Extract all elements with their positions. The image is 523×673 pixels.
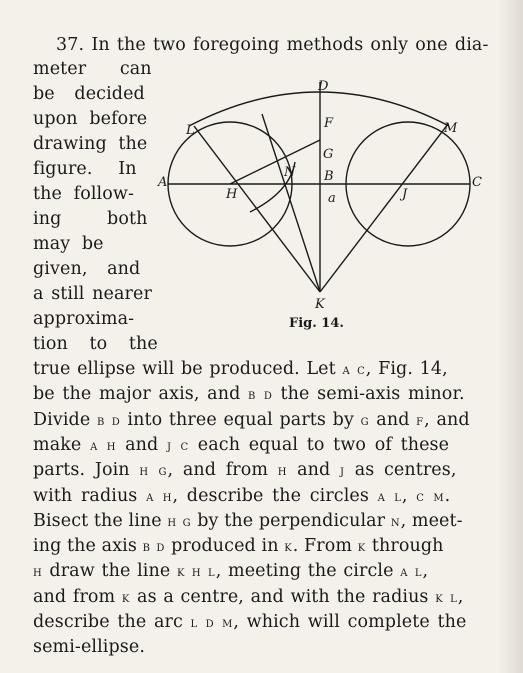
label-j: J [402, 187, 408, 202]
label-g: G [323, 147, 334, 162]
small-caps-letters: k h l [176, 564, 216, 581]
text-run: . From [292, 536, 358, 557]
text-run: by the perpendicular [191, 510, 391, 531]
small-caps-letters: h [33, 564, 43, 581]
small-caps-letters: n [390, 513, 401, 530]
small-caps-letters: j [340, 463, 346, 480]
small-caps-letters: f [416, 412, 425, 429]
arc-ldm [189, 92, 449, 126]
para-first-line [56, 34, 488, 56]
label-b: B [324, 169, 334, 184]
text-run: and [287, 460, 341, 481]
full-line [33, 560, 428, 583]
label-m: M [444, 121, 458, 136]
small-caps-letters: k l [435, 589, 458, 606]
small-caps-letters: k [284, 539, 293, 556]
full-line [33, 535, 444, 558]
para-number: 37. [56, 35, 85, 55]
text-run: and [116, 434, 168, 455]
small-caps-letters: a h [90, 437, 117, 454]
text-run: as centres, [345, 460, 457, 481]
text-run: , [457, 586, 464, 607]
narrow-line: given, and [33, 259, 141, 279]
figure-14 [150, 72, 490, 352]
label-a: A [158, 175, 168, 190]
small-caps-letters: h g [139, 463, 168, 480]
small-caps-letters: a h [146, 488, 173, 505]
text-run: as a centre, and with the radius [130, 586, 436, 607]
full-line [33, 383, 465, 406]
text-run: , describe the circles [172, 485, 378, 506]
text-run: describe the arc [33, 612, 191, 632]
full-line [33, 409, 470, 432]
perpendicular-n [262, 114, 320, 292]
text-run: each equal to two of these [189, 434, 450, 455]
text-run: , meeting the circle [215, 561, 401, 582]
small-caps-letters: a l [377, 488, 402, 505]
text-run: parts. Join [33, 460, 140, 481]
text-run: Bisect the line [33, 510, 168, 531]
narrow-line: be decided [33, 84, 145, 104]
text-run: , meet- [400, 510, 463, 531]
line-kjm [320, 124, 448, 292]
small-caps-letters: k [357, 539, 367, 556]
text-run: be the major axis, and [33, 384, 249, 405]
text-run: , which will complete the [233, 612, 467, 632]
narrow-line: approxima- [33, 309, 135, 329]
text-run: produced in [165, 536, 285, 557]
small-caps-letters: b d [248, 387, 273, 404]
label-f: F [324, 116, 334, 131]
small-caps-letters: h g [167, 513, 192, 530]
text-run: , [422, 561, 429, 582]
small-caps-letters: k [121, 589, 131, 606]
narrow-line: a still nearer [33, 284, 152, 304]
line-khl [194, 126, 320, 292]
text-run: draw the line [42, 561, 177, 582]
text-run: ing the axis [33, 536, 143, 557]
text-run: through [366, 536, 444, 557]
small-caps-letters: a c [342, 362, 366, 378]
small-caps-letters: h [277, 463, 288, 480]
text-run: and from [33, 586, 122, 607]
text-run: with radius [33, 485, 147, 506]
figure-caption: Fig. 14. [289, 316, 344, 331]
label-h: H [226, 187, 238, 202]
full-line [33, 358, 448, 381]
ellipse-construction-diagram [150, 72, 490, 352]
full-line [33, 434, 449, 457]
text-run: , Fig. 14, [365, 359, 448, 379]
label-a-lower: a [328, 191, 336, 206]
full-line [33, 586, 463, 609]
small-caps-letters: b d [96, 412, 121, 429]
full-line [33, 459, 457, 482]
narrow-line: ing both [33, 209, 148, 229]
narrow-line: may be [33, 234, 104, 254]
text-run: Divide [33, 409, 97, 430]
small-caps-letters: l d m [190, 615, 234, 631]
text-run: true ellipse will be produced. Let [33, 359, 343, 379]
small-caps-letters: j c [167, 437, 190, 454]
small-caps-letters: b d [142, 539, 166, 556]
para-first-line-text: In the two foregoing methods only one dia- [91, 35, 489, 55]
narrow-line: drawing the [33, 134, 148, 154]
full-line [33, 510, 463, 533]
text-run: semi-ellipse. [33, 637, 145, 658]
text-run: , and [424, 409, 470, 430]
narrow-line: figure. In [33, 159, 137, 179]
narrow-line: tion to the [33, 334, 158, 354]
label-c: C [472, 175, 482, 190]
page-edge-shadow [497, 0, 523, 673]
narrow-line: the follow- [33, 184, 134, 204]
full-line [33, 485, 450, 508]
narrow-line: meter can [33, 59, 152, 79]
text-run: . [444, 485, 451, 506]
line-hg [230, 140, 320, 184]
small-caps-letters: c m [416, 488, 445, 505]
text-run: , and from [167, 460, 278, 481]
full-line [33, 636, 145, 658]
label-n: N [284, 165, 296, 180]
text-run: into three equal parts by [120, 409, 361, 430]
text-run: make [33, 434, 91, 455]
label-k: K [315, 297, 325, 312]
small-caps-letters: g [360, 412, 370, 429]
label-d: D [318, 79, 329, 94]
full-line [33, 611, 466, 634]
text-run: the semi-axis minor. [272, 384, 465, 405]
label-l: L [186, 123, 195, 138]
text-run: and [369, 409, 417, 430]
small-caps-letters: a l [400, 564, 423, 581]
text-run: , [401, 485, 417, 506]
narrow-line: upon before [33, 109, 148, 129]
